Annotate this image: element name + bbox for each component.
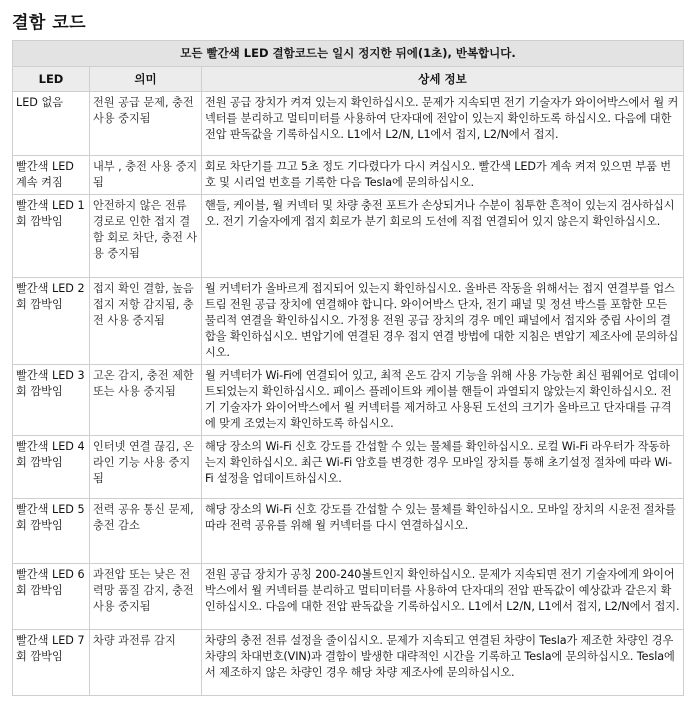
- detail-cell: 전원 공급 장치가 켜져 있는지 확인하십시오. 문제가 지속되면 전기 기술자가 와이어박스에서 월 커넥터를 분리하고 멀티미터를 사용하여 단자대에 전압이 있는지 확인하도록 하십시오. 다음에 대한 전압 판독값을 기록하십시오. L1에서 L2/N, L1에서 접지, L2/N에서 접지.: [202, 92, 684, 156]
- meaning-cell: 고온 감지, 충전 제한 또는 사용 중지됨: [90, 365, 202, 436]
- detail-cell: 월 커넥터가 Wi-Fi에 연결되어 있고, 최적 온도 감지 기능을 위해 사용 가능한 최신 펌웨어로 업데이트되었는지 확인하십시오. 페이스 플레이트와 케이블 핸들이 과열되지 않았는지 확인하십시오. 전기 기술자가 와이어박스에서 월 커넥터를 제거하고 사용된 도선의 크기가 올바르고 단자대를 규격에 맞게 조였는지 확인하도록 하십시오.: [202, 365, 684, 436]
- meaning-cell: 접지 확인 결함, 높음 접지 저항 감지됨, 충전 사용 중지됨: [90, 278, 202, 365]
- detail-cell: 회로 차단기를 끄고 5초 정도 기다렸다가 다시 켜십시오. 빨간색 LED가 계속 켜져 있으면 부품 번호 및 시리얼 번호를 기록한 다음 Tesla에 문의하십시오.: [202, 156, 684, 195]
- column-header-detail: 상세 정보: [202, 67, 684, 92]
- detail-cell: 핸들, 케이블, 월 커넥터 및 차량 충전 포트가 손상되거나 수분이 침투한 흔적이 있는지 검사하십시오. 전기 기술자에게 접지 회로가 분기 회로의 도선에 직접 연결되어 있지 않은지 확인하십시오.: [202, 195, 684, 278]
- detail-cell: 해당 장소의 Wi-Fi 신호 강도를 간섭할 수 있는 물체를 확인하십시오. 로컬 Wi-Fi 라우터가 작동하는지 확인하십시오. 최근 Wi-Fi 암호를 변경한 경우 모바일 장치를 통해 초기설정 절차에 따라 Wi-Fi 설정을 업데이트하십시오.: [202, 436, 684, 499]
- table-row: [13, 278, 684, 365]
- led-cell: 빨간색 LED 3회 깜박임: [13, 365, 90, 436]
- fault-code-table: [12, 40, 684, 696]
- detail-cell: 해당 장소의 Wi-Fi 신호 강도를 간섭할 수 있는 물체를 확인하십시오. 모바일 장치의 시운전 절차를 따라 전력 공유를 위해 월 커넥터를 다시 연결하십시오.: [202, 499, 684, 564]
- meaning-cell: 과전압 또는 낮은 전력망 품질 감지, 충전 사용 중지됨: [90, 564, 202, 630]
- led-cell: 빨간색 LED 7회 깜박임: [13, 630, 90, 696]
- meaning-cell: 차량 과전류 감지: [90, 630, 202, 696]
- table-row: [13, 156, 684, 195]
- table-row: [13, 365, 684, 436]
- table-row: [13, 195, 684, 278]
- meaning-cell: 전원 공급 문제, 충전 사용 중지됨: [90, 92, 202, 156]
- led-cell: 빨간색 LED 5회 깜박임: [13, 499, 90, 564]
- table-header-row: [13, 67, 684, 92]
- table-row: [13, 630, 684, 696]
- table-row: [13, 436, 684, 499]
- detail-cell: 전원 공급 장치가 공칭 200-240볼트인지 확인하십시오. 문제가 지속되면 전기 기술자에게 와이어박스에서 월 커넥터를 분리하고 멀티미터를 사용하여 단자대의 전압 판독값이 예상값과 같은지 확인하십시오. 다음에 대한 전압 판독값을 기록하십시오. L1에서 L2/N, L1에서 접지, L2/N에서 접지.: [202, 564, 684, 630]
- led-cell: 빨간색 LED 1회 깜박임: [13, 195, 90, 278]
- meaning-cell: 내부 , 충전 사용 중지됨: [90, 156, 202, 195]
- column-header-meaning: 의미: [90, 67, 202, 92]
- led-cell: 빨간색 LED 4회 깜박임: [13, 436, 90, 499]
- led-cell: LED 없음: [13, 92, 90, 156]
- table-row: [13, 499, 684, 564]
- detail-cell: 월 커넥터가 올바르게 접지되어 있는지 확인하십시오. 올바른 작동을 위해서는 접지 연결부를 업스트림 전원 공급 장치에 연결해야 합니다. 와이어박스 단자, 전기 패널 및 정션 박스를 포함한 모든 물리적 연결을 확인하십시오. 가정용 전원 공급 장치의 경우 메인 패널에서 접지와 중립 사이의 결합을 확인하십시오. 변압기에 연결된 경우 접지 연결 방법에 대한 지침은 변압기 제조사에 문의하십시오.: [202, 278, 684, 365]
- table-banner-row: [13, 41, 684, 67]
- page-title: 결함 코드: [12, 13, 87, 33]
- meaning-cell: 전력 공유 통신 문제, 충전 감소: [90, 499, 202, 564]
- led-cell: 빨간색 LED 6회 깜박임: [13, 564, 90, 630]
- column-header-led: LED: [13, 67, 90, 92]
- table-row: [13, 564, 684, 630]
- table-banner: 모든 빨간색 LED 결함코드는 일시 정지한 뒤에(1초), 반복합니다.: [13, 41, 684, 67]
- meaning-cell: 인터넷 연결 끊김, 온라인 기능 사용 중지됨: [90, 436, 202, 499]
- meaning-cell: 안전하지 않은 전류 경로로 인한 접지 결함 회로 차단, 충전 사용 중지됨: [90, 195, 202, 278]
- led-cell: 빨간색 LED 2회 깜박임: [13, 278, 90, 365]
- detail-cell: 차량의 충전 전류 설정을 줄이십시오. 문제가 지속되고 연결된 차량이 Tesla가 제조한 차량인 경우 차량의 차대번호(VIN)과 결함이 발생한 대략적인 시간을 기록하고 Tesla에 문의하십시오. Tesla에서 제조하지 않은 차량인 경우 해당 차량 제조사에 문의하십시오.: [202, 630, 684, 696]
- led-cell: 빨간색 LED 계속 켜짐: [13, 156, 90, 195]
- table-row: [13, 92, 684, 156]
